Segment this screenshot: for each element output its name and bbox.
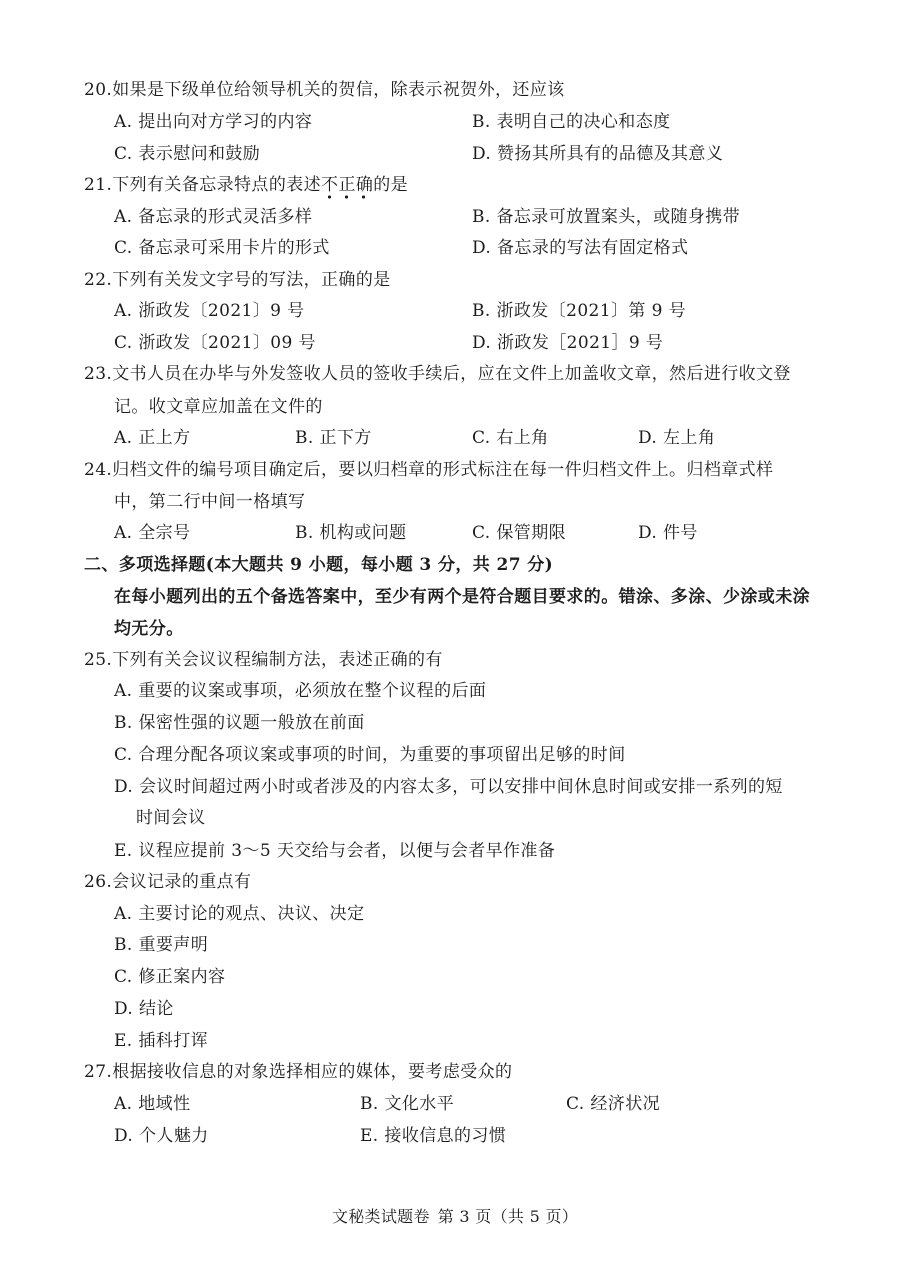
question-23-option-a: A. 正上方 <box>114 428 191 448</box>
section-2-instructions-line-1: 在每小题列出的五个备选答案中，至少有两个是符合题目要求的。错涂、多涂、少涂或未涂 <box>114 587 810 607</box>
question-25-option-c: C. 合理分配各项议案或事项的时间，为重要的事项留出足够的时间 <box>114 745 626 765</box>
question-22-option-a: A. 浙政发〔2021〕9 号 <box>114 301 305 321</box>
question-27-option-b: B. 文化水平 <box>360 1094 455 1114</box>
question-22-stem: 22.下列有关发文字号的写法，正确的是 <box>84 270 391 290</box>
question-24-option-b: B. 机构或问题 <box>295 523 407 543</box>
question-22-option-b: B. 浙政发〔2021〕第 9 号 <box>472 301 686 321</box>
question-25-option-b: B. 保密性强的议题一般放在前面 <box>114 713 365 733</box>
question-27-option-d: D. 个人魅力 <box>114 1126 209 1146</box>
question-23-stem-line-2: 记。收文章应加盖在文件的 <box>114 397 323 417</box>
question-21-option-a: A. 备忘录的形式灵活多样 <box>114 207 313 227</box>
question-25-option-e: E. 议程应提前 3～5 天交给与会者，以便与会者早作准备 <box>114 841 556 861</box>
question-20-option-b: B. 表明自己的决心和态度 <box>472 112 671 132</box>
question-24-option-d: D. 件号 <box>638 523 698 543</box>
question-20-stem: 20.如果是下级单位给领导机关的贺信，除表示祝贺外，还应该 <box>84 80 565 100</box>
section-2-heading: 二、多项选择题(本大题共 9 小题，每小题 3 分，共 27 分) <box>84 555 554 575</box>
question-21-stem <box>84 174 408 196</box>
question-21-stem-before: 21.下列有关备忘录特点的表述 <box>84 175 322 195</box>
question-25-option-d-line-2: 时间会议 <box>136 808 206 828</box>
section-2-instructions-line-2: 均无分。 <box>114 619 184 639</box>
question-25-stem: 25.下列有关会议议程编制方法，表述正确的有 <box>84 650 443 670</box>
question-27-option-c: C. 经济状况 <box>566 1094 661 1114</box>
question-25-option-a: A. 重要的议案或事项，必须放在整个议程的后面 <box>114 681 487 701</box>
question-24-option-a: A. 全宗号 <box>114 523 191 543</box>
footer-paper-title: 文秘类试题卷 <box>331 1207 430 1226</box>
question-25-option-d-line-1: D. 会议时间超过两小时或者涉及的内容太多，可以安排中间休息时间或安排一系列的短 <box>114 777 783 797</box>
question-24-stem-line-2: 中，第二行中间一格填写 <box>114 492 306 512</box>
question-22-option-d: D. 浙政发［2021］9 号 <box>472 333 664 353</box>
question-26-option-b: B. 重要声明 <box>114 935 209 955</box>
question-26-option-d: D. 结论 <box>114 999 174 1019</box>
question-24-option-c: C. 保管期限 <box>472 523 567 543</box>
question-21-stem-after: 的是 <box>373 175 409 195</box>
question-21-option-d: D. 备忘录的写法有固定格式 <box>472 238 689 258</box>
question-23-option-b: B. 正下方 <box>295 428 372 448</box>
question-26-option-c: C. 修正案内容 <box>114 967 226 987</box>
question-26-option-a: A. 主要讨论的观点、决议、决定 <box>114 904 365 924</box>
question-20-option-a: A. 提出向对方学习的内容 <box>114 112 313 132</box>
page-footer <box>0 1206 910 1228</box>
question-27-option-e: E. 接收信息的习惯 <box>360 1126 507 1146</box>
question-20-option-c: C. 表示慰问和鼓励 <box>114 144 261 164</box>
question-21-emphasis: 不正确 <box>321 175 373 200</box>
question-26-stem: 26.会议记录的重点有 <box>84 872 252 892</box>
question-23-stem-line-1: 23.文书人员在办毕与外发签收人员的签收手续后，应在文件上加盖收文章，然后进行收文登 <box>84 364 791 384</box>
question-22-option-c: C. 浙政发〔2021〕09 号 <box>114 333 316 353</box>
question-20-option-d: D. 赞扬其所具有的品德及其意义 <box>472 144 724 164</box>
question-27-option-a: A. 地域性 <box>114 1094 191 1114</box>
question-21-option-b: B. 备忘录可放置案头，或随身携带 <box>472 207 741 227</box>
question-21-option-c: C. 备忘录可采用卡片的形式 <box>114 238 330 258</box>
question-23-option-c: C. 右上角 <box>472 428 549 448</box>
footer-page-number: 第 3 页（共 5 页） <box>437 1207 579 1226</box>
question-24-stem-line-1: 24.归档文件的编号项目确定后，要以归档章的形式标注在每一件归档文件上。归档章式样 <box>84 460 774 480</box>
question-27-stem: 27.根据接收信息的对象选择相应的媒体，要考虑受众的 <box>84 1062 513 1082</box>
question-23-option-d: D. 左上角 <box>638 428 716 448</box>
question-26-option-e: E. 插科打诨 <box>114 1031 209 1051</box>
